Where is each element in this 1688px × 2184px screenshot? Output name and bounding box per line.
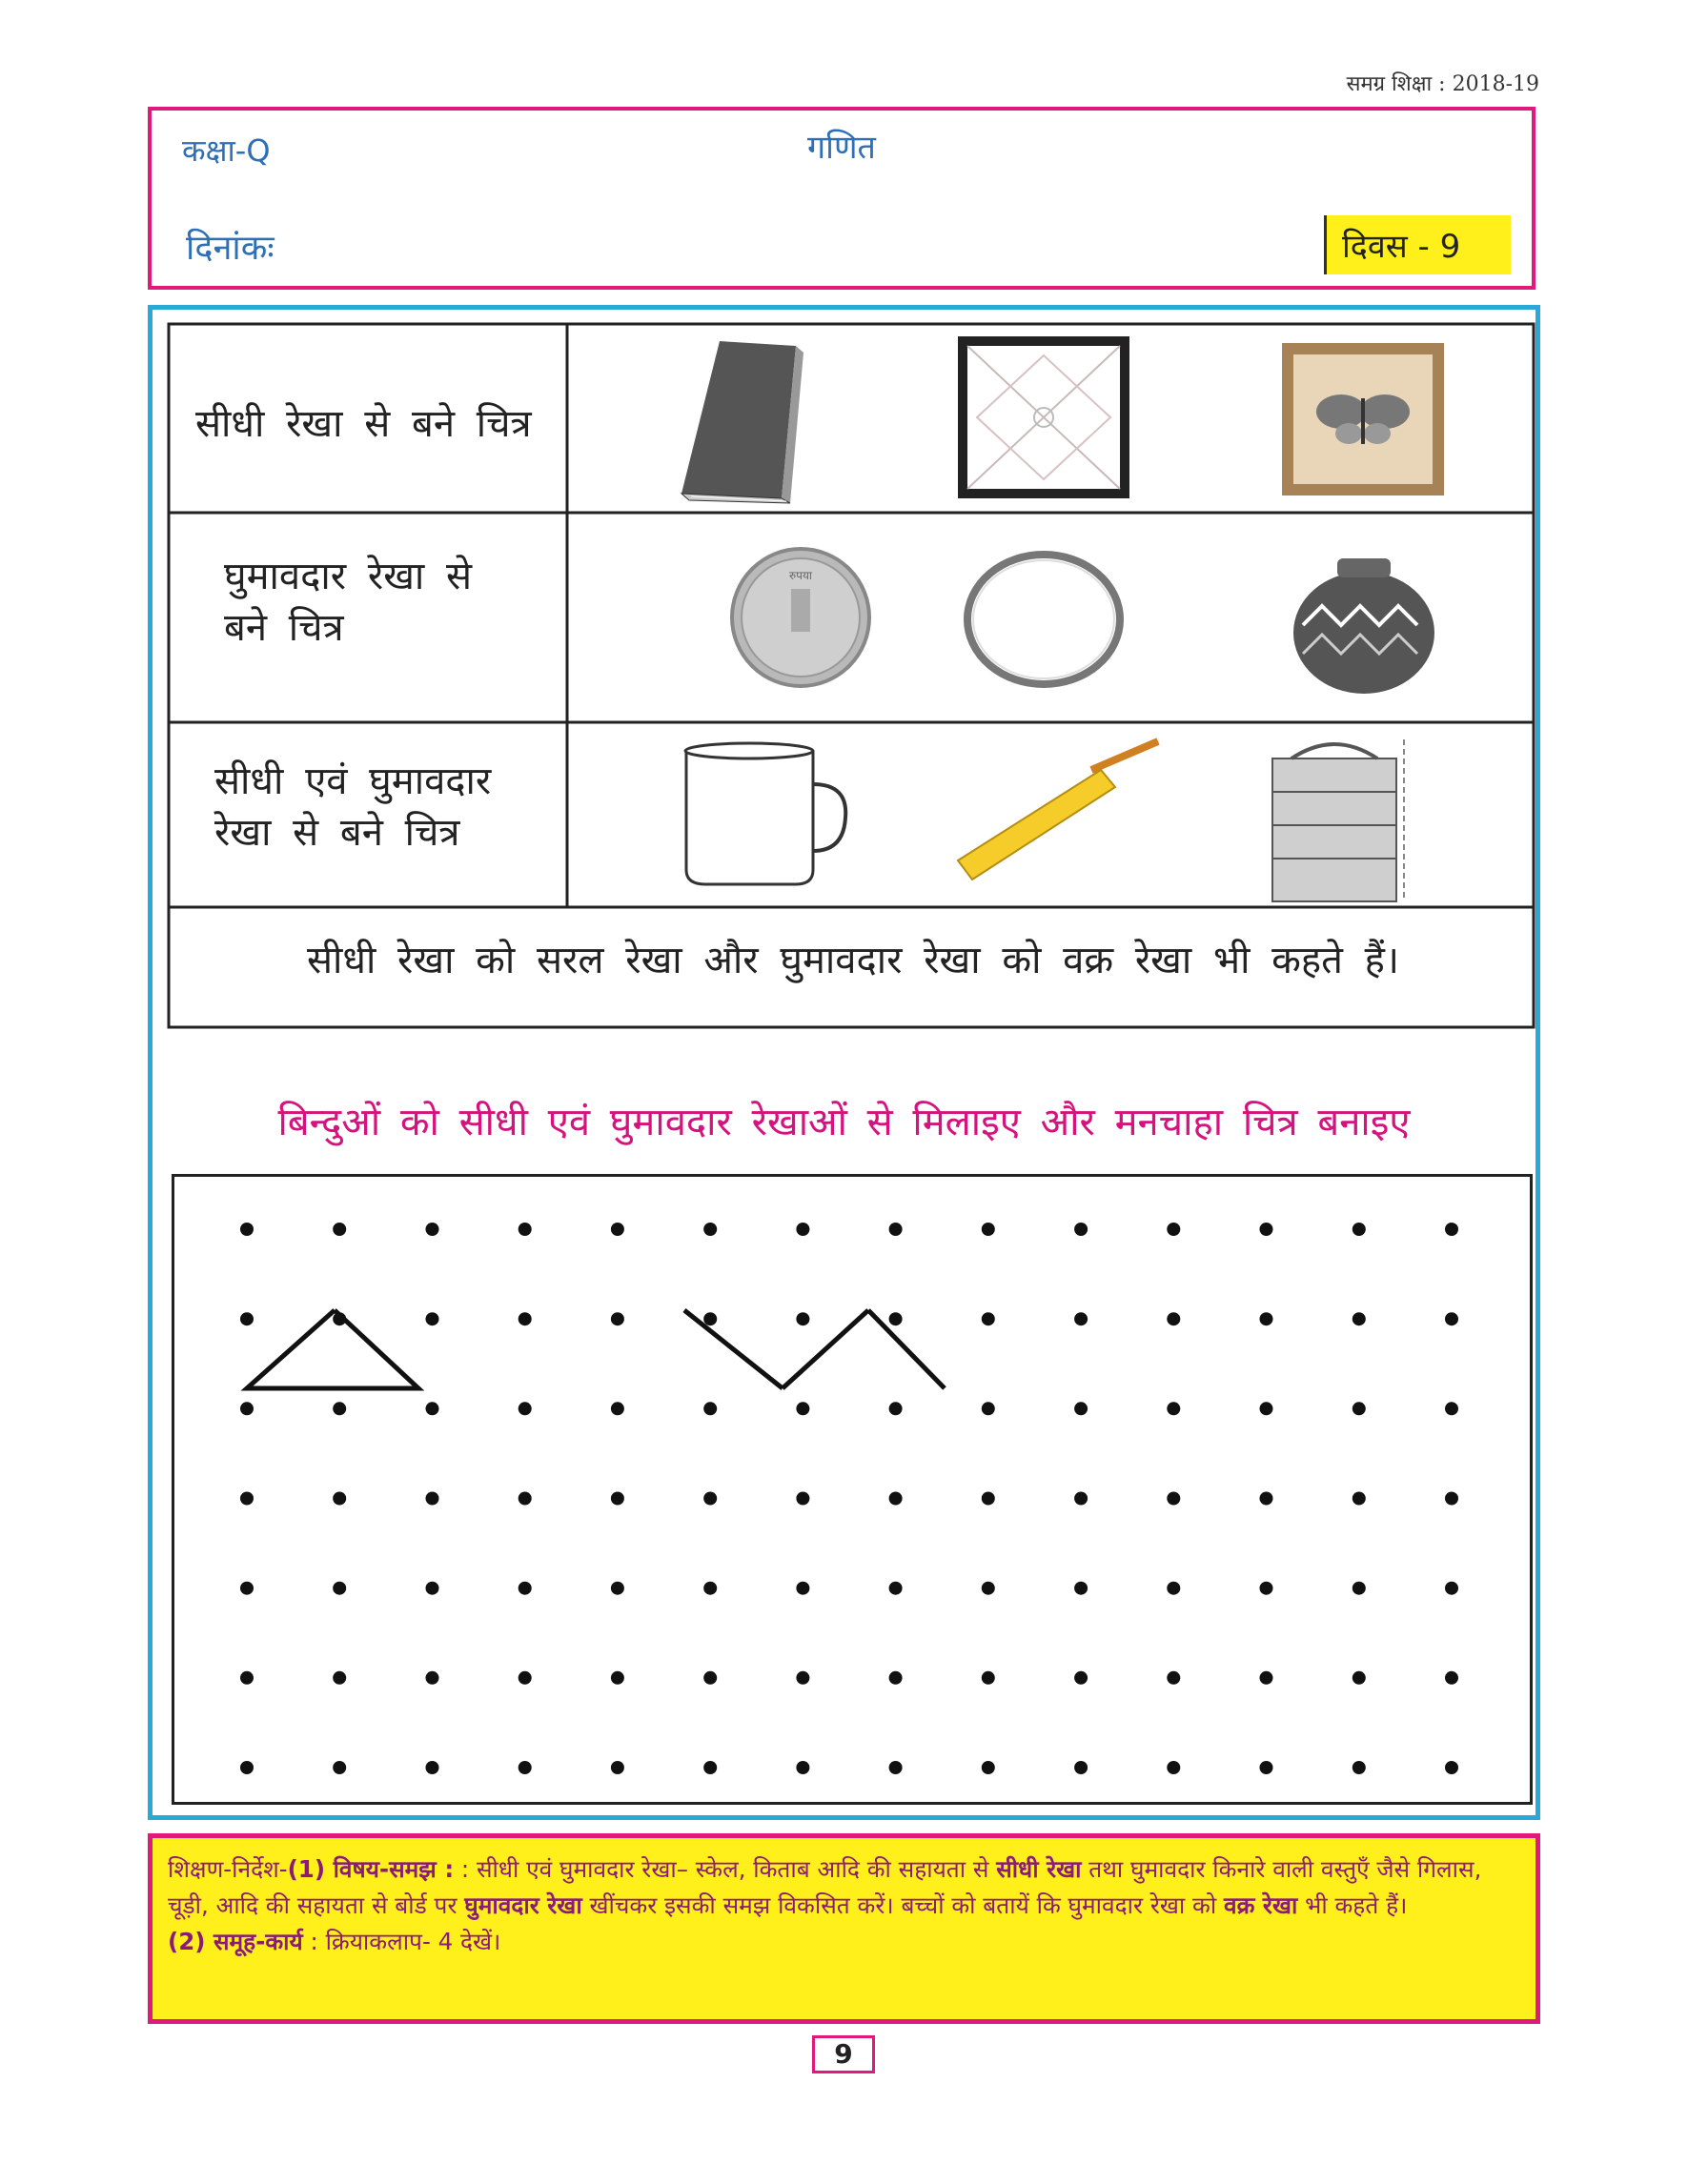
grid-dot	[1074, 1223, 1088, 1236]
grid-dot	[611, 1312, 624, 1325]
grid-dot	[982, 1402, 995, 1415]
grid-dot	[611, 1223, 624, 1236]
grid-dot	[1352, 1492, 1366, 1506]
grid-dot	[1074, 1402, 1088, 1415]
grid-dot	[333, 1402, 346, 1415]
grid-dot	[240, 1223, 254, 1236]
grid-dot	[1445, 1223, 1458, 1236]
book-image	[681, 341, 803, 503]
grid-dot	[982, 1582, 995, 1595]
grid-dot	[982, 1312, 995, 1325]
bangle-image	[967, 555, 1120, 684]
example-zigzag-3	[868, 1310, 945, 1388]
teaching-notes	[148, 1833, 1540, 2024]
notes-p1-text-d: भी कहते हैं।	[1297, 1891, 1408, 1919]
grid-dot	[796, 1312, 809, 1325]
top-box	[148, 107, 1535, 290]
grid-dot	[1167, 1312, 1180, 1325]
grid-dot	[1074, 1582, 1088, 1595]
grid-dot	[889, 1223, 903, 1236]
example-triangle	[247, 1310, 418, 1388]
grid-dot	[1167, 1492, 1180, 1506]
grid-dot	[796, 1671, 809, 1685]
grid-dot	[519, 1223, 532, 1236]
grid-dot	[611, 1492, 624, 1506]
grid-dot	[1074, 1492, 1088, 1506]
grid-dot	[796, 1223, 809, 1236]
row-label-both	[167, 756, 615, 859]
row-label-line: सीधी एवं घुमावदार	[214, 759, 492, 803]
shapes-table	[167, 322, 1535, 1029]
cricket-bat-image	[958, 741, 1158, 880]
example-zigzag-1	[684, 1310, 783, 1388]
grid-dot	[703, 1312, 717, 1325]
grid-dot	[426, 1671, 439, 1685]
grid-dot	[1260, 1761, 1273, 1774]
grid-dot	[796, 1492, 809, 1506]
grid-dot	[703, 1671, 717, 1685]
grid-dot	[426, 1223, 439, 1236]
header-meta: समग्र शिक्षा : 2018-19	[1346, 72, 1539, 96]
activity-instruction: बिन्दुओं को सीधी एवं घुमावदार रेखाओं से मिलाइए और मनचाहा चित्र बनाइए	[277, 1101, 1411, 1144]
grid-dot	[703, 1761, 717, 1774]
row-label-straight	[167, 398, 596, 450]
grid-dot	[1445, 1402, 1458, 1415]
dot-grid	[174, 1177, 1530, 1802]
grid-dot	[519, 1492, 532, 1506]
grid-dot	[426, 1402, 439, 1415]
grid-dot	[703, 1582, 717, 1595]
grid-dot	[240, 1492, 254, 1506]
grid-dot	[240, 1402, 254, 1415]
grid-dot	[703, 1492, 717, 1506]
summary-text: सीधी रेखा को सरल रेखा और घुमावदार रेखा को वक्र रेखा भी कहते हैं।	[306, 939, 1400, 982]
mug-image	[685, 743, 845, 884]
grid-dot	[796, 1582, 809, 1595]
grid-dot	[1260, 1402, 1273, 1415]
grid-dot	[333, 1761, 346, 1774]
grid-dot	[519, 1582, 532, 1595]
grid-dot	[1352, 1761, 1366, 1774]
grid-dot	[1260, 1223, 1273, 1236]
notes-prefix: शिक्षण-निर्देश-	[168, 1855, 288, 1883]
grid-dot	[333, 1312, 346, 1325]
coin-image	[732, 549, 869, 686]
coin-text: रुपया	[788, 569, 813, 582]
grid-dot	[1167, 1402, 1180, 1415]
grid-dot	[240, 1582, 254, 1595]
grid-dot	[1167, 1582, 1180, 1595]
grid-dot	[519, 1671, 532, 1685]
grid-dot	[703, 1402, 717, 1415]
grid-dot	[1445, 1312, 1458, 1325]
grid-dot	[426, 1761, 439, 1774]
class-label: कक्षा-Q	[182, 132, 271, 169]
grid-dot	[519, 1402, 532, 1415]
grid-dot	[426, 1492, 439, 1506]
grid-dot	[889, 1671, 903, 1685]
grid-dot	[1074, 1761, 1088, 1774]
grid-dot	[889, 1492, 903, 1506]
grid-dot	[1352, 1312, 1366, 1325]
grid-dot	[333, 1582, 346, 1595]
notes-p1-text-a: : सीधी एवं घुमावदार रेखा– स्केल, किताब आदि की सहायता से	[454, 1855, 997, 1883]
page-number: 9	[812, 2035, 875, 2073]
notes-p2-label: (2) समूह-कार्य	[168, 1928, 303, 1955]
notes-p1-bold-c: वक्र रेखा	[1223, 1891, 1298, 1919]
grid-dot	[1167, 1761, 1180, 1774]
subject-label: गणित	[807, 129, 876, 167]
grid-dot	[519, 1761, 532, 1774]
grid-dot	[1074, 1671, 1088, 1685]
grid-dot	[982, 1223, 995, 1236]
grid-dot	[1260, 1671, 1273, 1685]
grid-dot	[611, 1402, 624, 1415]
grid-dot	[889, 1402, 903, 1415]
grid-dot	[889, 1761, 903, 1774]
tiffin-box-image	[1272, 739, 1404, 901]
date-label: दिनांकः	[186, 229, 275, 268]
grid-dot	[1260, 1492, 1273, 1506]
grid-dot	[1352, 1582, 1366, 1595]
grid-dot	[426, 1582, 439, 1595]
grid-dot	[982, 1671, 995, 1685]
grid-dot	[1352, 1671, 1366, 1685]
example-zigzag-2	[783, 1310, 868, 1388]
notes-p1-label: (1) विषय-समझ :	[287, 1855, 455, 1883]
grid-dot	[1445, 1582, 1458, 1595]
grid-dot	[611, 1582, 624, 1595]
row-label-line: घुमावदार रेखा से	[224, 555, 473, 598]
row-label-line: बने चित्र	[224, 606, 344, 650]
notes-p2-text: : क्रियाकलाप- 4 देखें।	[302, 1928, 501, 1955]
grid-dot	[240, 1312, 254, 1325]
grid-dot	[1167, 1223, 1180, 1236]
grid-dot	[1445, 1671, 1458, 1685]
grid-dot	[889, 1582, 903, 1595]
grid-dot	[1352, 1223, 1366, 1236]
grid-dot	[333, 1223, 346, 1236]
notes-p1-text-c: खींचकर इसकी समझ विकसित करें। बच्चों को बतायें कि घुमावदार रेखा को	[581, 1891, 1224, 1919]
notes-p1-bold-a: सीधी रेखा	[996, 1855, 1082, 1883]
grid-dot	[519, 1312, 532, 1325]
frame-pattern-image	[958, 336, 1129, 498]
grid-dot	[1445, 1492, 1458, 1506]
grid-dot	[611, 1671, 624, 1685]
grid-dot	[1167, 1671, 1180, 1685]
grid-dot	[796, 1402, 809, 1415]
dot-grid-box	[172, 1174, 1533, 1805]
grid-dot	[1352, 1402, 1366, 1415]
row-label-line: रेखा से बने चित्र	[214, 811, 460, 855]
grid-dot	[796, 1761, 809, 1774]
pot-image	[1293, 558, 1434, 694]
grid-dot	[333, 1492, 346, 1506]
grid-dot	[1445, 1761, 1458, 1774]
grid-dot	[611, 1761, 624, 1774]
notes-p1-text-b: तथा घुमावदार किनारे वाली वस्तुएँ जैसे गिलास, चूड़ी, आदि की सहायता से बोर्ड पर	[168, 1855, 1482, 1919]
grid-dot	[240, 1761, 254, 1774]
grid-dot	[240, 1671, 254, 1685]
grid-dot	[1260, 1312, 1273, 1325]
grid-dot	[1074, 1312, 1088, 1325]
butterfly-frame-image	[1282, 343, 1444, 495]
grid-dot	[426, 1312, 439, 1325]
grid-dot	[982, 1761, 995, 1774]
grid-dot	[982, 1492, 995, 1506]
grid-dot	[333, 1671, 346, 1685]
grid-dot	[703, 1223, 717, 1236]
grid-dot	[1260, 1582, 1273, 1595]
row-label-curved	[167, 551, 624, 654]
row-label-line: सीधी रेखा से बने चित्र	[195, 402, 532, 446]
notes-p1-bold-b: घुमावदार रेखा	[464, 1891, 582, 1919]
day-badge: दिवस - 9	[1324, 215, 1511, 274]
grid-dot	[889, 1312, 903, 1325]
